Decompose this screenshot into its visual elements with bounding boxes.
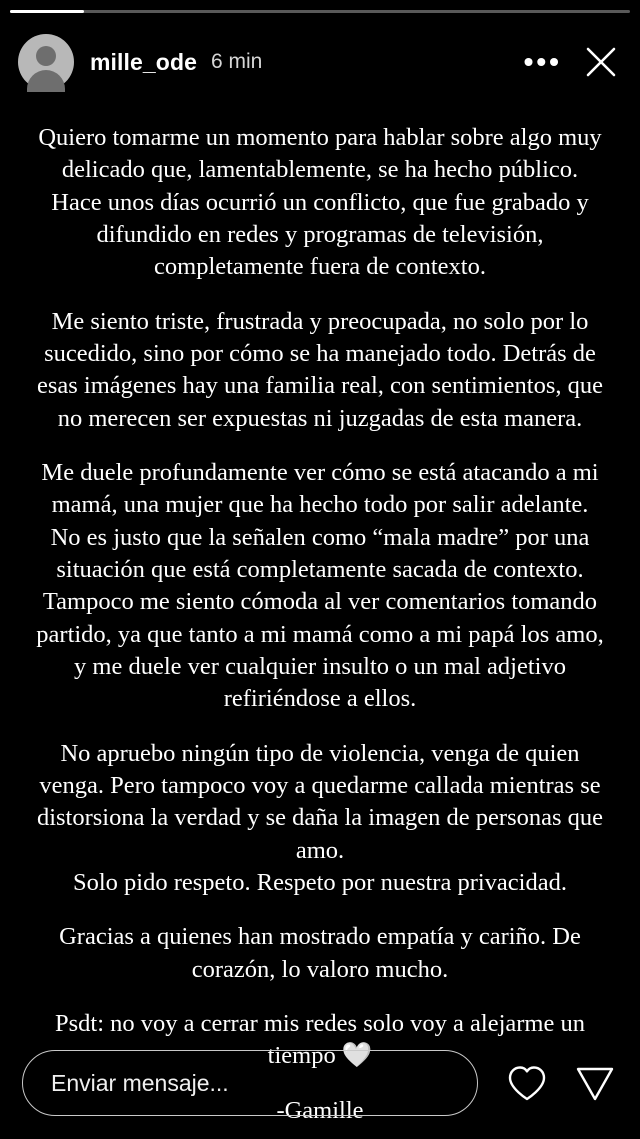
story-paragraph: Solo pido respeto. Respeto por nuestra privacidad. [73, 868, 567, 896]
footer-actions [504, 1060, 618, 1106]
send-icon[interactable] [572, 1060, 618, 1106]
story-paragraph: Psdt: no voy a cerrar mis redes solo voy a alejarme un tiempo 🤍 [54, 1009, 585, 1070]
heart-icon[interactable] [504, 1060, 550, 1106]
username-label[interactable]: mille_ode [90, 48, 197, 75]
message-input[interactable] [49, 1069, 451, 1098]
story-footer [0, 1027, 640, 1139]
story-signature: -Gamille [276, 1096, 364, 1124]
story-paragraph: Gracias a quienes han mostrado empatía y cariño. De corazón, lo valoro mucho. [59, 923, 581, 983]
story-text-content [0, 110, 640, 1124]
story-paragraph: Quiero tomarme un momento para hablar sobre algo muy delicado que, lamentablemente, se ha hecho público. Hace unos días ocurrió un conflicto, que fue grabado y difundido en redes y programas de televisión, completamente fuera de contexto. [38, 124, 602, 281]
avatar-head-shape [36, 46, 56, 66]
avatar[interactable] [18, 34, 74, 90]
story-progress-fill [10, 10, 84, 13]
avatar-body-shape [27, 70, 65, 92]
timestamp-label: 6 min [211, 50, 263, 73]
story-paragraph: No apruebo ningún tipo de violencia, venga de quien venga. Pero tampoco voy a quedarme callada mientras se distorsiona la verdad y se daña la imagen de personas que amo. [36, 739, 604, 864]
story-paragraph: Me duele profundamente ver cómo se está atacando a mi mamá, una mujer que ha hecho todo por salir adelante. No es justo que la señalen como “mala madre” por una situación que está completamente sacada de contexto. Tampoco me siento cómoda al ver comentarios tomando partido, ya que tanto a mi mamá como a mi papá los amo, y me duele ver cualquier insulto o un mal adjetivo refiriéndose a ellos. [36, 458, 604, 713]
story-progress-bar [10, 10, 630, 13]
story-header [0, 26, 640, 98]
more-options-icon[interactable]: ••• [523, 46, 562, 77]
close-icon[interactable] [584, 45, 618, 79]
message-box[interactable] [22, 1050, 478, 1116]
story-progress-track [10, 10, 630, 13]
story-paragraph: Me siento triste, frustrada y preocupada, no solo por lo sucedido, sino por cómo se ha manejado todo. Detrás de esas imágenes hay una familia real, con sentimientos, que no merecen ser expuestas ni juzgadas de esta manera. [36, 307, 604, 432]
